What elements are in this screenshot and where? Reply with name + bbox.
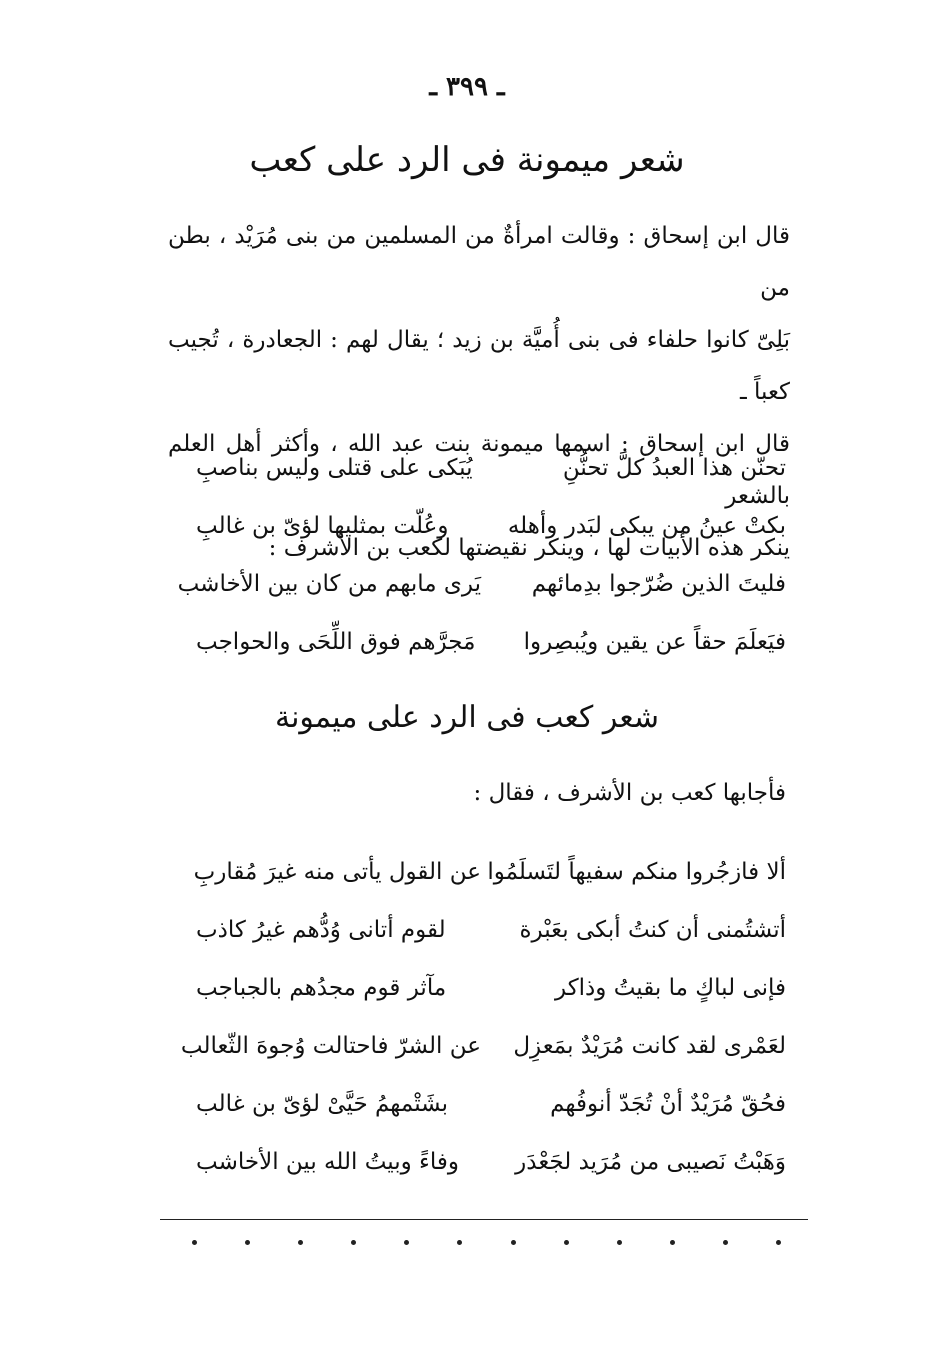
verse-second-hemistich: عن القول يأتى منه غيرَ مُقاربِ: [193, 859, 481, 885]
verse-first-hemistich: تحنّن هذا العبدُ كلَّ تحنُّنِ: [562, 455, 786, 481]
section-2-intro: فأجابها كعب بن الأشرف ، فقال :: [473, 780, 786, 806]
footnote-dot: [511, 1240, 516, 1245]
verse-second-hemistich: بشَتْمهمُ حَيَّىْ لؤىّ بن غالب: [196, 1091, 449, 1117]
verse-first-hemistich: ألا فازجُروا منكم سفيهاً لتَسلَمُوا: [487, 859, 786, 885]
verse-second-hemistich: وفاءً وبيتُ الله بين الأخاشب: [196, 1149, 459, 1175]
verse-first-hemistich: وَهَبْتُ نَصيبى من مُرَيد لجَعْدَر: [515, 1149, 786, 1175]
footnote-dot: [670, 1240, 675, 1245]
verse-second-hemistich: عن الشرّ فاحتالت وُجوهَ الثّعالب: [180, 1033, 481, 1059]
verse-first-hemistich: بكتْ عينُ من يبكى لبَدر وأهله: [507, 513, 786, 539]
footnote-dot: [351, 1240, 356, 1245]
verse-second-hemistich: مآثر قوم مجدُهم بالجباجب: [196, 975, 447, 1001]
page-number: ـ ٣٩٩ ـ: [429, 72, 505, 102]
footnote-dot: [192, 1240, 197, 1245]
footnote-dot: [776, 1240, 781, 1245]
paragraph-line: قال ابن إسحاق : اسمها ميمونة بنت عبد الله ، وأكثر أهل العلم بالشعر: [168, 431, 790, 509]
poem-verse: [196, 910, 786, 968]
footnote-dot-row: [160, 1240, 808, 1254]
verse-second-hemistich: وعُلّت بمثليها لؤىّ بن غالبِ: [196, 513, 449, 539]
footnote-dot: [404, 1240, 409, 1245]
poem-verse: [196, 968, 786, 1026]
poem-verse: [180, 1026, 786, 1084]
footnote-dot: [564, 1240, 569, 1245]
verse-second-hemistich: مَجرَّهم فوق اللِّحَى والحواجب: [196, 629, 476, 655]
footnote-divider: [160, 1219, 808, 1220]
footnote-dot: [245, 1240, 250, 1245]
poem-verse: [196, 448, 786, 506]
poem-verse: [196, 506, 786, 564]
section-1-poem: [177, 448, 786, 680]
poem-verse: [196, 1142, 786, 1200]
poem-verse: [177, 564, 786, 622]
paragraph-line: ينكر هذه الأبيات لها ، وينكر نقيضتها لكعب بن الأشرف :: [268, 535, 790, 561]
verse-first-hemistich: لعَمْرى لقد كانت مُرَيْدٌ بمَعزِل: [513, 1033, 786, 1059]
verse-second-hemistich: يُبَكى على قتلى وليس بناصبِ: [196, 455, 473, 481]
verse-first-hemistich: فإنى لباكٍ ما بقيتُ وذاكر: [555, 975, 786, 1001]
verse-first-hemistich: فحُقّ مُرَيْدٌ أنْ تُجَدّ أنوفُهم: [550, 1091, 786, 1117]
footnote-dot: [298, 1240, 303, 1245]
verse-first-hemistich: فيَعلَمَ حقاً عن يقين ويُبصِروا: [523, 629, 786, 655]
section-1-title: شعر ميمونة فى الرد على كعب: [249, 140, 685, 180]
poem-verse: [193, 852, 786, 910]
footnote-dot: [723, 1240, 728, 1245]
section-2-title: شعر كعب فى الرد على ميمونة: [274, 700, 660, 735]
poem-verse: [196, 1084, 786, 1142]
poem-verse: [196, 622, 786, 680]
verse-second-hemistich: لقوم أتانى وُدُّهم غيرُ كاذب: [196, 917, 446, 943]
verse-first-hemistich: أتشتُمنى أن كنتُ أبكى بعَبْرة: [519, 917, 786, 943]
paragraph-line: بَلِىّ كانوا حلفاء فى بنى أُميَّة بن زيد ؛ يقال لهم : الجعادرة ، تُجيب كعباً ـ: [168, 327, 790, 405]
footnote-dot: [617, 1240, 622, 1245]
verse-first-hemistich: فليتَ الذين ضُرّجوا بدِمائهم: [531, 571, 786, 597]
footnote-dot: [457, 1240, 462, 1245]
paragraph-line: قال ابن إسحاق : وقالت امرأةٌ من المسلمين من بنى مُرَيْد ، بطن من: [168, 223, 790, 301]
section-2-poem: [180, 852, 786, 1200]
verse-second-hemistich: يَرى مابهم من كان بين الأخاشب: [177, 571, 481, 597]
